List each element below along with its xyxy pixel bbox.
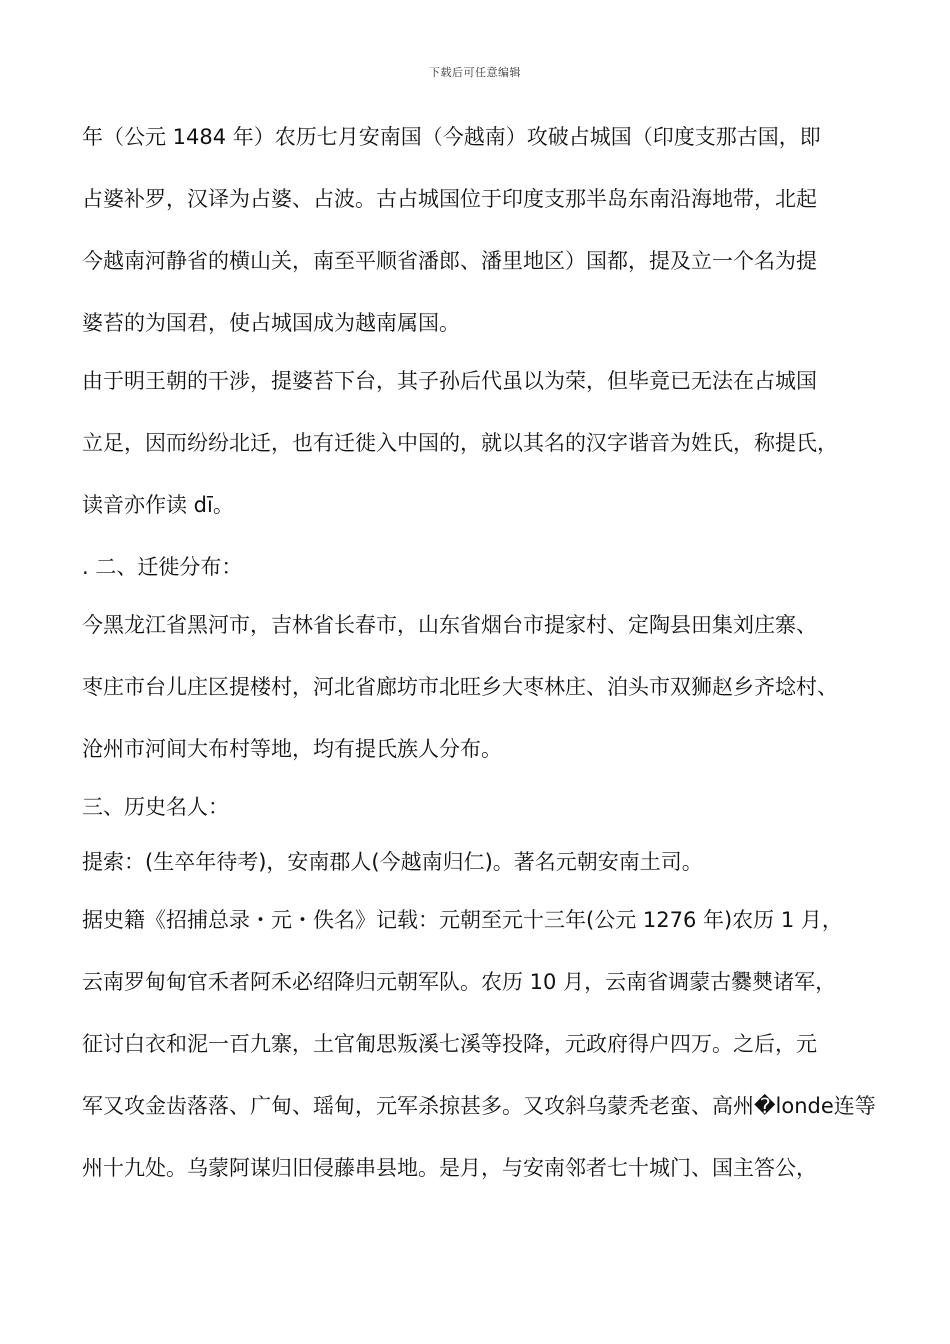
text-line: 沧州市河间大布村等地，均有提氏族人分布。 <box>82 737 502 761</box>
text-line: 由于明王朝的干涉，提婆苔下台，其子孙后代虽以为荣，但毕竟已无法在占城国 <box>82 369 817 393</box>
text-line: 立足，因而纷纷北迁，也有迁徙入中国的，就以其名的汉字谐音为姓氏，称提氏， <box>82 431 838 455</box>
text-line: 征讨白衣和泥一百九寨，土官匍思叛溪七溪等投降，元政府得户四万。之后，元 <box>82 1032 817 1056</box>
text-line: 据史籍《招捕总录・元・佚名》记载：元朝至元十三年(公元 1276 年)农历 1 月， <box>82 908 843 932</box>
text-line: 婆苔的为国君，使占城国成为越南属国。 <box>82 311 460 335</box>
text-line: 枣庄市台儿庄区提楼村，河北省廊坊市北旺乡大枣林庄、泊头市双狮赵乡齐埝村、 <box>82 675 838 699</box>
page-header: 下载后可任意编辑 <box>429 66 521 79</box>
section-heading: . 二、迁徙分布： <box>82 555 243 579</box>
text-line: 提索：(生卒年待考)，安南郡人(今越南归仁)。著名元朝安南土司。 <box>82 850 703 874</box>
section-heading: 三、历史名人： <box>82 795 229 819</box>
text-line: 军又攻金齿落落、广甸、瑶甸，元军杀掠甚多。又攻斜乌蒙秃老蛮、高州�londe连等 <box>82 1094 876 1118</box>
text-line: 占婆补罗，汉译为占婆、占波。古占城国位于印度支那半岛东南沿海地带，北起 <box>82 187 817 211</box>
text-line: 今越南河静省的横山关，南至平顺省潘郎、潘里地区）国都，提及立一个名为提 <box>82 249 817 273</box>
text-line: 读音亦作读 dī。 <box>82 493 234 517</box>
text-line: 云南罗甸甸官禾者阿禾必绍降归元朝军队。农历 10 月，云南省调蒙古爨僰诸军， <box>82 970 837 994</box>
text-line: 州十九处。乌蒙阿谋归旧侵藤串县地。是月，与安南邻者七十城门、国主答公， <box>82 1156 817 1180</box>
text-line: 年（公元 1484 年）农历七月安南国（今越南）攻破占城国（印度支那古国，即 <box>82 125 821 149</box>
document-body <box>82 117 902 1210</box>
text-line: 今黑龙江省黑河市，吉林省长春市，山东省烟台市提家村、定陶县田集刘庄寨、 <box>82 613 817 637</box>
